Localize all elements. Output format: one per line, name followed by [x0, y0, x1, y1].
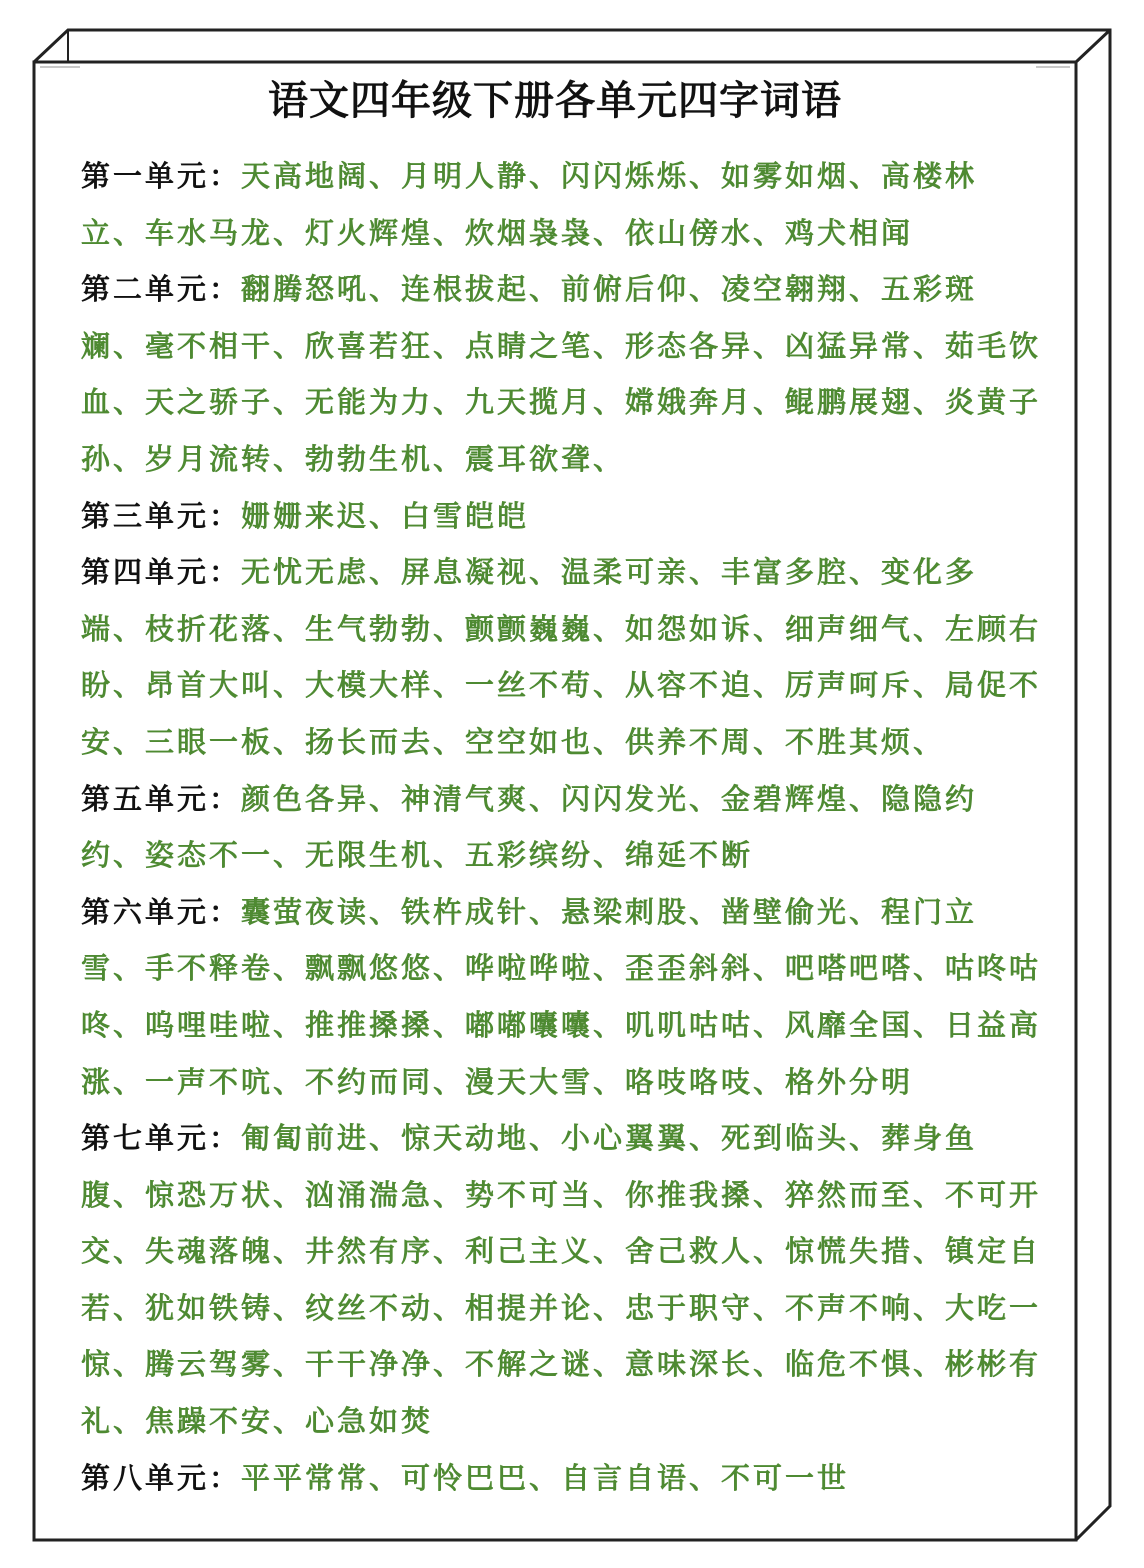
unit-8 — [81, 1450, 1041, 1507]
unit-label: 第五单元： — [81, 781, 242, 816]
unit-words: 颜色各异、神清气爽、闪闪发光、金碧辉煌、隐隐约约、姿态不一、无限生机、五彩缤纷、绵延不断 — [81, 781, 978, 873]
word-sheet — [34, 62, 1076, 1540]
unit-words: 无忧无虑、屏息凝视、温柔可亲、丰富多腔、变化多端、枝折花落、生气勃勃、颤颤巍巍、如怨如诉、细声细气、左顾右盼、昂首大叫、大模大样、一丝不苟、从容不迫、厉声呵斥、局促不安、三眼一板、扬长而去、空空如也、供养不周、不胜其烦、 — [81, 555, 1042, 759]
unit-label: 第四单元： — [81, 555, 242, 590]
unit-5 — [81, 771, 1041, 884]
unit-2 — [81, 261, 1041, 487]
page-title: 语文四年级下册各单元四字词语 — [268, 78, 842, 124]
unit-label: 第八单元： — [81, 1460, 242, 1495]
unit-words: 姗姗来迟、白雪皑皑 — [241, 498, 530, 533]
unit-3 — [81, 488, 1041, 545]
unit-label: 第一单元： — [81, 159, 242, 193]
unit-1 — [81, 148, 1041, 261]
unit-words: 天高地阔、月明人静、闪闪烁烁、如雾如烟、高楼林立、车水马龙、灯火辉煌、炊烟袅袅、依山傍水、鸡犬相闻 — [81, 159, 978, 250]
unit-words: 囊萤夜读、铁杵成针、悬梁刺股、凿壁偷光、程门立雪、手不释卷、飘飘悠悠、哗啦哗啦、歪歪斜斜、吧嗒吧嗒、咕咚咕咚、呜哩哇啦、推推搡搡、嘟嘟囔囔、叽叽咕咕、风靡全国、日益高涨、一声不吭、不约而同、漫天大雪、咯吱咯吱、格外分明 — [81, 894, 1042, 1099]
unit-label: 第七单元： — [81, 1121, 242, 1156]
unit-words: 平平常常、可怜巴巴、自言自语、不可一世 — [241, 1460, 850, 1495]
unit-label: 第三单元： — [81, 498, 242, 533]
unit-list — [81, 148, 1041, 1506]
unit-4 — [81, 544, 1041, 770]
unit-7 — [81, 1110, 1041, 1450]
unit-words: 匍匐前进、惊天动地、小心翼翼、死到临头、葬身鱼腹、惊恐万状、汹涌湍急、势不可当、你推我搡、猝然而至、不可开交、失魂落魄、井然有序、利己主义、舍己救人、惊慌失措、镇定自若、犹如铁铸、纹丝不动、相提并论、忠于职守、不声不响、大吃一惊、腾云驾雾、干干净净、不解之谜、意味深长、临危不惧、彬彬有礼、焦躁不安、心急如焚 — [81, 1121, 1042, 1439]
unit-6 — [81, 884, 1041, 1110]
unit-words: 翻腾怒吼、连根拔起、前俯后仰、凌空翱翔、五彩斑斓、毫不相干、欣喜若狂、点睛之笔、形态各异、凶猛异常、茹毛饮血、天之骄子、无能为力、九天揽月、嫦娥奔月、鲲鹏展翅、炎黄子孙、岁月流转、勃勃生机、震耳欲聋、 — [81, 272, 1042, 476]
unit-label: 第六单元： — [81, 894, 242, 929]
unit-label: 第二单元： — [81, 272, 242, 307]
